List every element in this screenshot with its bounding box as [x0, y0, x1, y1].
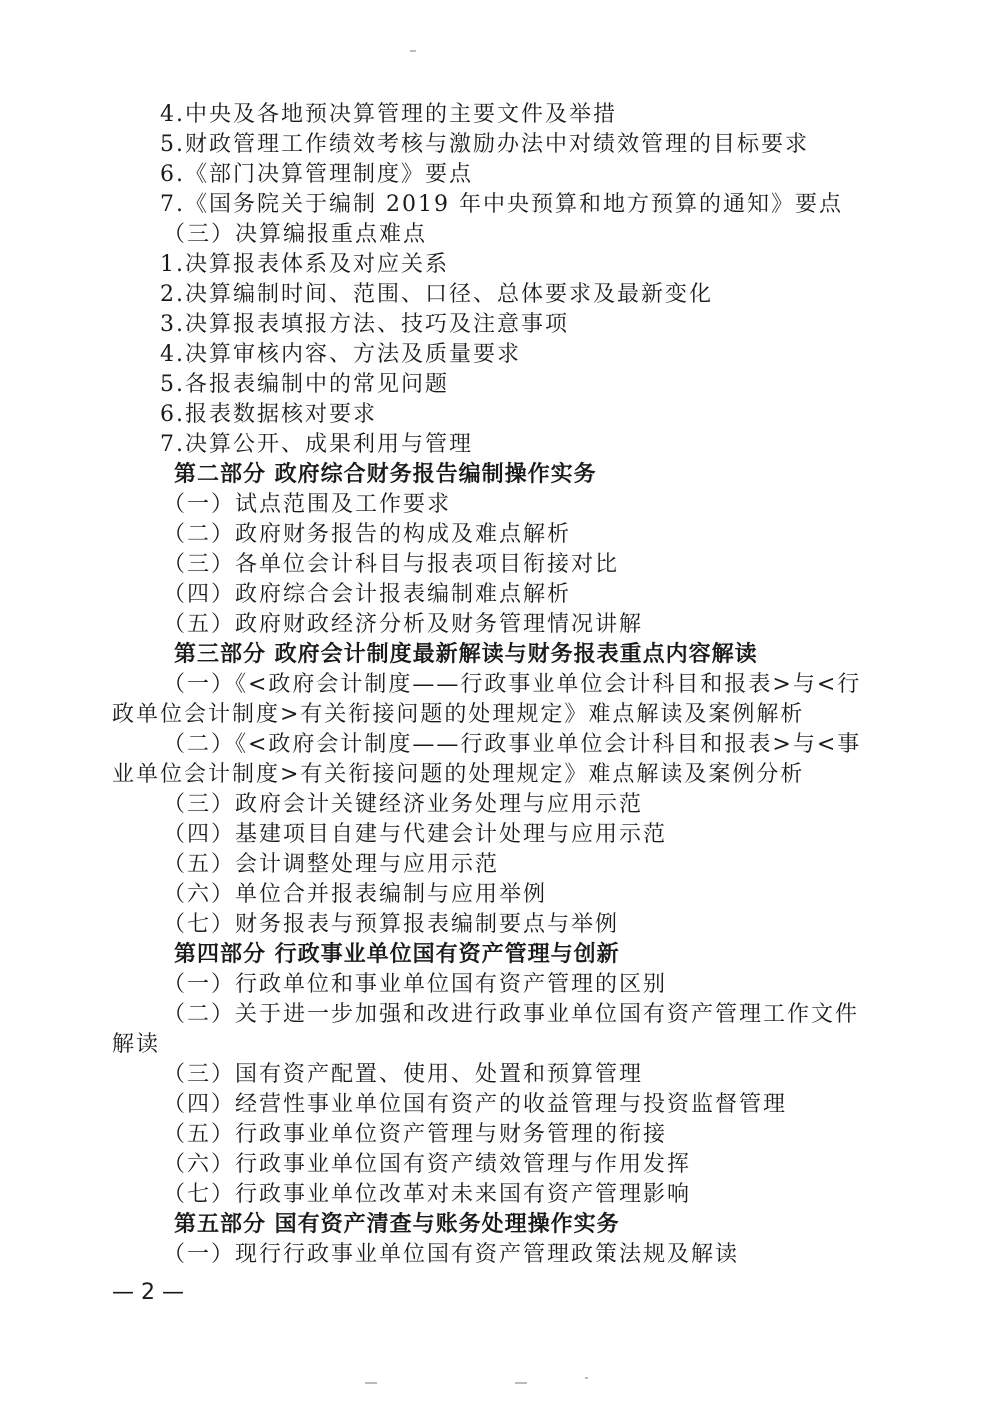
- list-item: （三）各单位会计科目与报表项目衔接对比: [163, 552, 620, 577]
- part-heading: 第五部分 国有资产清查与账务处理操作实务: [174, 1212, 620, 1237]
- list-item: （七）行政事业单位改革对未来国有资产管理影响: [163, 1182, 692, 1207]
- list-item: 1.决算报表体系及对应关系: [160, 252, 449, 277]
- list-item: （六）行政事业单位国有资产绩效管理与作用发挥: [163, 1152, 692, 1177]
- list-item: （二）政府财务报告的构成及难点解析: [163, 522, 572, 547]
- page-number: — 2 —: [112, 1280, 184, 1305]
- list-item: （五）政府财政经济分析及财务管理情况讲解: [163, 612, 644, 637]
- part-heading: 第三部分 政府会计制度最新解读与财务报表重点内容解读: [174, 642, 758, 667]
- list-item: 5.各报表编制中的常见问题: [160, 372, 449, 397]
- list-item: 5.财政管理工作绩效考核与激励办法中对绩效管理的目标要求: [160, 132, 809, 157]
- list-item: （四）基建项目自建与代建会计处理与应用示范: [163, 822, 668, 847]
- part-heading: 第二部分 政府综合财务报告编制操作实务: [174, 462, 597, 487]
- list-item: 3.决算报表填报方法、技巧及注意事项: [160, 312, 569, 337]
- list-item: （二）关于进一步加强和改进行政事业单位国有资产管理工作文件: [163, 1002, 860, 1027]
- scan-speck: [585, 1377, 588, 1379]
- list-item: （二）《<政府会计制度——行政事业单位会计科目和报表>与<事: [163, 732, 862, 757]
- list-item: （一）试点范围及工作要求: [163, 492, 452, 517]
- list-item: （五）会计调整处理与应用示范: [163, 852, 500, 877]
- list-item: （六）单位合并报表编制与应用举例: [163, 882, 548, 907]
- list-item-continuation: 政单位会计制度>有关衔接问题的处理规定》难点解读及案例解析: [112, 702, 805, 727]
- scan-speck: [410, 50, 416, 52]
- list-item: 7.《国务院关于编制 2019 年中央预算和地方预算的通知》要点: [160, 192, 843, 217]
- list-item: 2.决算编制时间、范围、口径、总体要求及最新变化: [160, 282, 713, 307]
- list-item: （一）现行行政事业单位国有资产管理政策法规及解读: [163, 1242, 740, 1267]
- list-item-continuation: 解读: [112, 1032, 161, 1057]
- list-item: （七）财务报表与预算报表编制要点与举例: [163, 912, 620, 937]
- list-item: 4.中央及各地预决算管理的主要文件及举措: [160, 102, 617, 127]
- list-item: 7.决算公开、成果利用与管理: [160, 432, 473, 457]
- list-item: 6.《部门决算管理制度》要点: [160, 162, 473, 187]
- list-item: 6.报表数据核对要求: [160, 402, 377, 427]
- list-item: （五）行政事业单位资产管理与财务管理的衔接: [163, 1122, 668, 1147]
- subsection-heading: （三）决算编报重点难点: [163, 222, 428, 247]
- list-item-continuation: 业单位会计制度>有关衔接问题的处理规定》难点解读及案例分析: [112, 762, 805, 787]
- list-item: （四）政府综合会计报表编制难点解析: [163, 582, 572, 607]
- list-item: （一）行政单位和事业单位国有资产管理的区别: [163, 972, 668, 997]
- list-item: （四）经营性事业单位国有资产的收益管理与投资监督管理: [163, 1092, 788, 1117]
- list-item: （三）政府会计关键经济业务处理与应用示范: [163, 792, 644, 817]
- list-item: （三）国有资产配置、使用、处置和预算管理: [163, 1062, 644, 1087]
- list-item: 4.决算审核内容、方法及质量要求: [160, 342, 521, 367]
- part-heading: 第四部分 行政事业单位国有资产管理与创新: [174, 942, 620, 967]
- scan-speck: [515, 1382, 527, 1384]
- list-item: （一）《<政府会计制度——行政事业单位会计科目和报表>与<行: [163, 672, 862, 697]
- scan-speck: [365, 1382, 377, 1384]
